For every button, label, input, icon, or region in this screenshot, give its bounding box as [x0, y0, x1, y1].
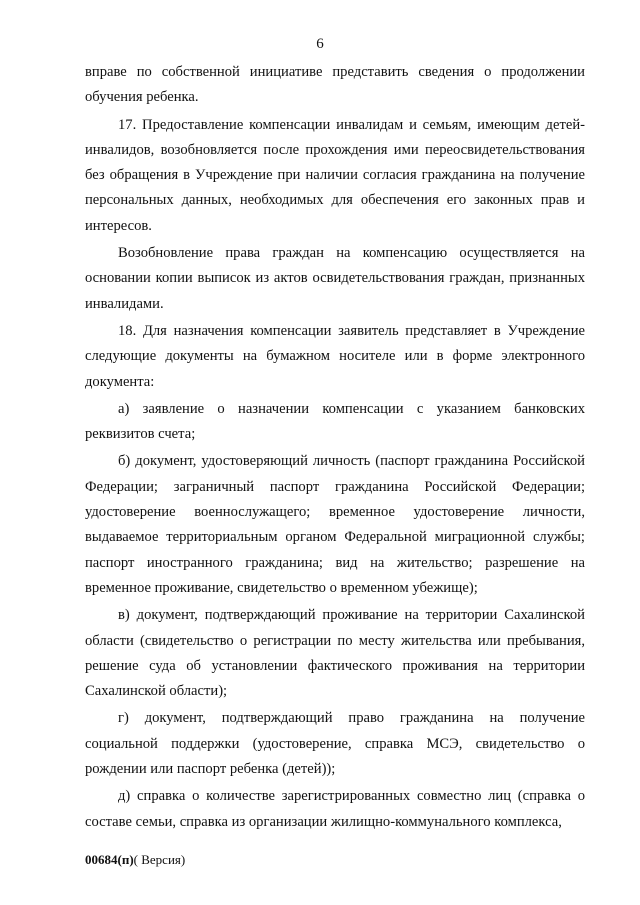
page-number: 6	[316, 36, 324, 52]
list-item-a: а) заявление о назначении компенсации с указанием банковских реквизитов счета;	[85, 400, 585, 443]
document-body	[85, 60, 585, 837]
paragraph-17: 17. Предоставление компенсации инвалидам и семьям, имеющим детей-инвалидов, возобновляется после прохождения ими переосвидетельствования без обращения в Учреждение при наличии согласия гражданина на получение персональных данных, необходимых для обеспечения его законных прав и интересов.	[85, 116, 585, 234]
document-code: 00684(п)	[85, 852, 134, 867]
paragraph-18: 18. Для назначения компенсации заявитель представляет в Учреждение следующие документы на бумажном носителе или в форме электронного документа:	[85, 322, 585, 390]
document-version: ( Версия)	[133, 852, 186, 867]
paragraph-renewal: Возобновление права граждан на компенсацию осуществляется на основании копии выписок из актов освидетельствования граждан, признанных инвалидами.	[85, 245, 585, 312]
list-item-b: б) документ, удостоверяющий личность (паспорт гражданина Российской Федерации; заграничный паспорт гражданина Российской Федерации; удостоверение военнослужащего; временное удостоверение личности, выдаваемое территориальным органом Федеральной миграционной службы; паспорт иностранного гражданина; вид на жительство; разрешение на временное проживание, свидетельство о временном убежище);	[85, 453, 585, 596]
list-item-v: в) документ, подтверждающий проживание на территории Сахалинской области (свидетельство о регистрации по месту жительства или пребывания, решение суда об установлении фактического проживания на территории Сахалинской области);	[85, 607, 585, 700]
list-item-d: д) справка о количестве зарегистрированных совместно лиц (справка о составе семьи, справка из организации жилищно-коммунального комплекса,	[85, 788, 585, 830]
paragraph-continuation: вправе по собственной инициативе представить сведения о продолжении обучения ребенка.	[85, 64, 585, 106]
document-footer	[85, 852, 185, 868]
list-item-g: г) документ, подтверждающий право гражданина на получение социальной поддержки (удостоверение, справка МСЭ, свидетельство о рождении или паспорт ребенка (детей));	[85, 710, 585, 778]
